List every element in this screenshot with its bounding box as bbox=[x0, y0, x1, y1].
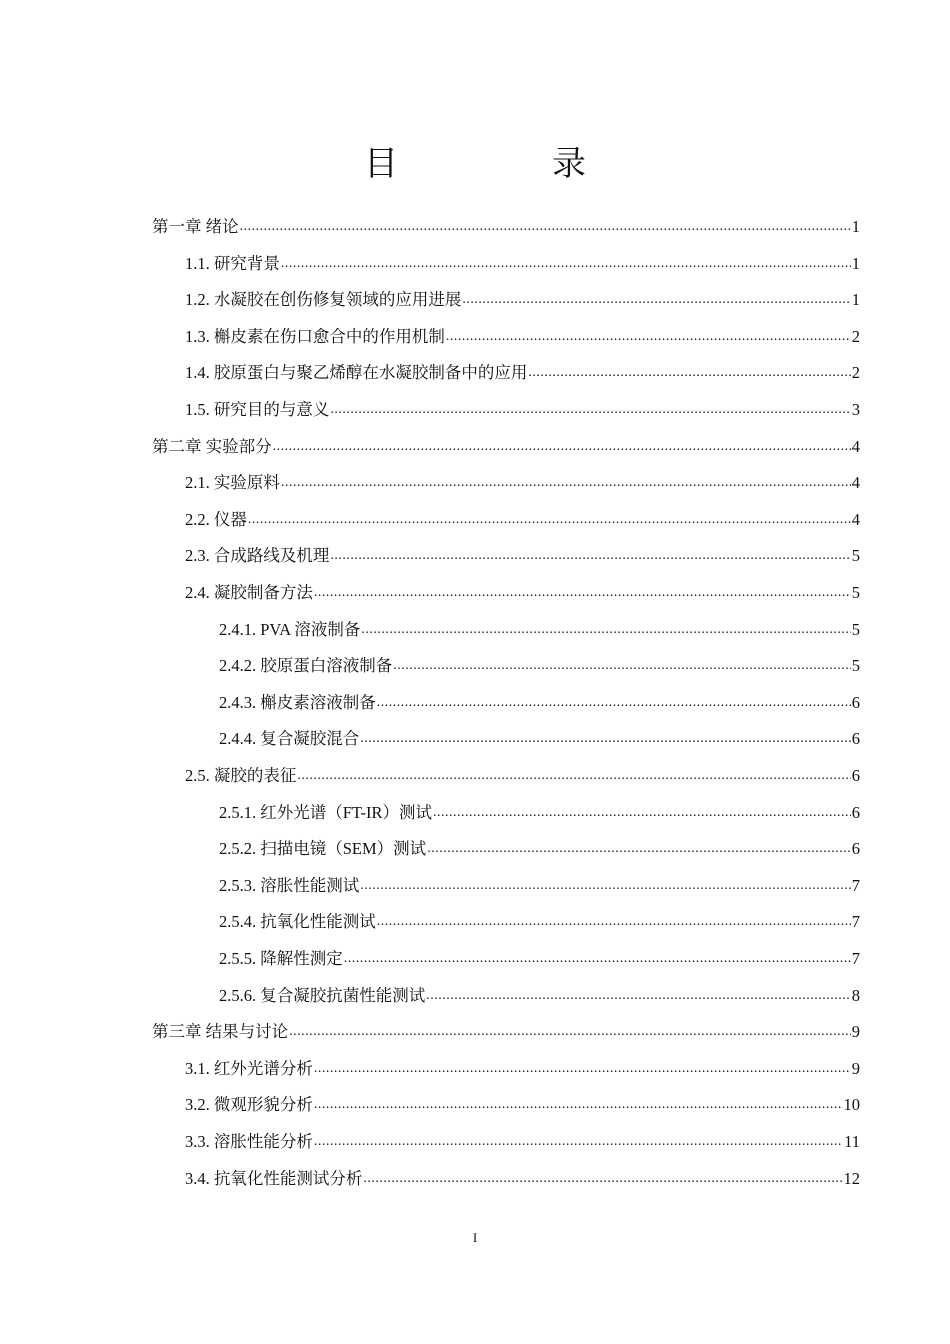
toc-entry-page-number: 5 bbox=[851, 546, 860, 566]
toc-entry[interactable] bbox=[152, 421, 860, 457]
toc-entry-label: 2.4.3. 槲皮素溶液制备 bbox=[219, 692, 376, 712]
toc-entry-page-number: 9 bbox=[851, 1058, 860, 1078]
toc-entry-page-number: 7 bbox=[851, 912, 860, 932]
toc-entry[interactable] bbox=[219, 787, 860, 823]
toc-entry[interactable] bbox=[185, 1153, 860, 1189]
toc-entry[interactable] bbox=[185, 1043, 860, 1079]
toc-entry-page-number: 5 bbox=[851, 656, 860, 676]
toc-leader-dots bbox=[528, 363, 850, 383]
toc-entry-label: 2.5.3. 溶胀性能测试 bbox=[219, 875, 360, 895]
toc-entry-page-number: 1 bbox=[851, 253, 860, 273]
toc-entry-page-number: 7 bbox=[851, 875, 860, 895]
toc-entry-label: 1.2. 水凝胶在创伤修复领域的应用进展 bbox=[185, 290, 462, 310]
toc-entry[interactable] bbox=[185, 457, 860, 493]
toc-entry[interactable] bbox=[185, 1079, 860, 1115]
toc-entry[interactable] bbox=[185, 750, 860, 786]
toc-entry-page-number: 2 bbox=[851, 363, 860, 383]
toc-leader-dots bbox=[360, 876, 851, 896]
toc-leader-dots bbox=[344, 949, 851, 969]
toc-entry-label: 2.5. 凝胶的表征 bbox=[185, 766, 297, 785]
toc-leader-dots bbox=[289, 1022, 851, 1042]
toc-entry-label: 2.5.2. 扫描电镜（SEM）测试 bbox=[219, 839, 427, 859]
toc-entry[interactable] bbox=[219, 823, 860, 859]
toc-leader-dots bbox=[433, 803, 851, 823]
toc-entry-page-number: 1 bbox=[851, 290, 860, 310]
toc-entry-page-number: 8 bbox=[851, 985, 860, 1005]
toc-leader-dots bbox=[462, 290, 850, 310]
toc-leader-dots bbox=[297, 766, 850, 786]
toc-entry-label: 2.4.4. 复合凝胶混合 bbox=[219, 729, 360, 749]
toc-entry-page-number: 9 bbox=[851, 1022, 860, 1042]
toc-entry-page-number: 4 bbox=[851, 436, 860, 456]
toc-entry-page-number: 12 bbox=[843, 1168, 860, 1188]
toc-leader-dots bbox=[393, 656, 851, 676]
toc-entry-label: 3.2. 微观形貌分析 bbox=[185, 1095, 313, 1115]
toc-leader-dots bbox=[281, 473, 851, 493]
toc-entry[interactable] bbox=[152, 1006, 860, 1042]
toc-entry-label: 第一章 绪论 bbox=[152, 217, 239, 236]
toc-entry-page-number: 4 bbox=[851, 509, 860, 529]
toc-entry[interactable] bbox=[219, 677, 860, 713]
toc-entry-label: 2.3. 合成路线及机理 bbox=[185, 546, 330, 566]
toc-leader-dots bbox=[330, 546, 850, 566]
toc-entry[interactable] bbox=[219, 713, 860, 749]
toc-entry-page-number: 10 bbox=[843, 1095, 860, 1115]
toc-entry-page-number: 7 bbox=[851, 949, 860, 968]
toc-entry-label: 1.4. 胶原蛋白与聚乙烯醇在水凝胶制备中的应用 bbox=[185, 363, 528, 383]
toc-entry-page-number: 11 bbox=[844, 1132, 860, 1151]
toc-entry-label: 2.1. 实验原料 bbox=[185, 473, 280, 493]
toc-entry-page-number: 6 bbox=[851, 839, 860, 859]
toc-leader-dots bbox=[330, 400, 850, 420]
toc-entry-label: 2.5.5. 降解性测定 bbox=[219, 949, 343, 968]
toc-entry-label: 2.5.1. 红外光谱（FT-IR）测试 bbox=[219, 802, 432, 822]
toc-entry-label: 1.5. 研究目的与意义 bbox=[185, 400, 330, 419]
toc-entry-label: 2.5.4. 抗氧化性能测试 bbox=[219, 912, 376, 932]
toc-entry-label: 2.4.1. PVA 溶液制备 bbox=[219, 619, 361, 639]
toc-leader-dots bbox=[273, 437, 851, 457]
toc-entry[interactable] bbox=[185, 384, 860, 420]
toc-entry-page-number: 6 bbox=[851, 692, 860, 712]
toc-entry[interactable] bbox=[185, 567, 860, 603]
toc-entry-label: 3.4. 抗氧化性能测试分析 bbox=[185, 1168, 363, 1188]
toc-entry-page-number: 1 bbox=[851, 217, 860, 236]
toc-entry[interactable] bbox=[185, 347, 860, 383]
page-number: I bbox=[472, 1230, 478, 1245]
toc-leader-dots bbox=[240, 217, 851, 237]
toc-entry-page-number: 5 bbox=[851, 619, 860, 639]
toc-entry-label: 2.4. 凝胶制备方法 bbox=[185, 583, 313, 602]
toc-entry[interactable] bbox=[185, 494, 860, 530]
toc-entry-page-number: 6 bbox=[851, 802, 860, 822]
page-title: 目 录 bbox=[364, 144, 646, 184]
toc-entry-label: 2.5.6. 复合凝胶抗菌性能测试 bbox=[219, 985, 426, 1005]
toc-leader-dots bbox=[446, 327, 851, 347]
toc-leader-dots bbox=[314, 1132, 843, 1152]
toc-entry-page-number: 2 bbox=[851, 326, 860, 346]
toc-entry[interactable] bbox=[219, 970, 860, 1006]
toc-entry-label: 第三章 结果与讨论 bbox=[152, 1022, 289, 1042]
toc-entry[interactable] bbox=[152, 201, 860, 237]
toc-entry-label: 2.2. 仪器 bbox=[185, 509, 247, 529]
toc-leader-dots bbox=[377, 912, 851, 932]
toc-entry-label: 1.3. 槲皮素在伤口愈合中的作用机制 bbox=[185, 326, 445, 346]
toc-entry-page-number: 6 bbox=[851, 729, 860, 749]
toc-leader-dots bbox=[314, 1059, 851, 1079]
toc-entry[interactable] bbox=[219, 640, 860, 676]
toc-entry-page-number: 5 bbox=[851, 583, 860, 602]
toc-leader-dots bbox=[361, 620, 850, 640]
toc-entry[interactable] bbox=[219, 604, 860, 640]
toc-entry[interactable] bbox=[185, 530, 860, 566]
toc-leader-dots bbox=[426, 986, 851, 1006]
toc-entry-page-number: 6 bbox=[851, 766, 860, 785]
toc-entry[interactable] bbox=[219, 896, 860, 932]
toc-leader-dots bbox=[360, 729, 851, 749]
toc-leader-dots bbox=[377, 693, 851, 713]
toc-leader-dots bbox=[363, 1169, 842, 1189]
toc-entry-page-number: 3 bbox=[851, 400, 860, 419]
toc-entry[interactable] bbox=[185, 311, 860, 347]
toc-entry-label: 1.1. 研究背景 bbox=[185, 253, 280, 273]
toc-leader-dots bbox=[248, 510, 851, 530]
toc-leader-dots bbox=[427, 839, 851, 859]
toc-leader-dots bbox=[314, 583, 851, 603]
toc-leader-dots bbox=[314, 1095, 843, 1115]
toc-entry-page-number: 4 bbox=[851, 473, 860, 493]
toc-entry[interactable] bbox=[185, 274, 860, 310]
toc-entry[interactable] bbox=[219, 933, 860, 969]
toc-entry-label: 第二章 实验部分 bbox=[152, 436, 272, 456]
toc-entry[interactable] bbox=[185, 1116, 860, 1152]
toc-entry-label: 3.1. 红外光谱分析 bbox=[185, 1058, 313, 1078]
toc-entry-label: 3.3. 溶胀性能分析 bbox=[185, 1132, 313, 1151]
toc-entry[interactable] bbox=[219, 860, 860, 896]
toc-leader-dots bbox=[281, 254, 851, 274]
toc-entry-label: 2.4.2. 胶原蛋白溶液制备 bbox=[219, 656, 393, 676]
toc-entry[interactable] bbox=[185, 238, 860, 274]
